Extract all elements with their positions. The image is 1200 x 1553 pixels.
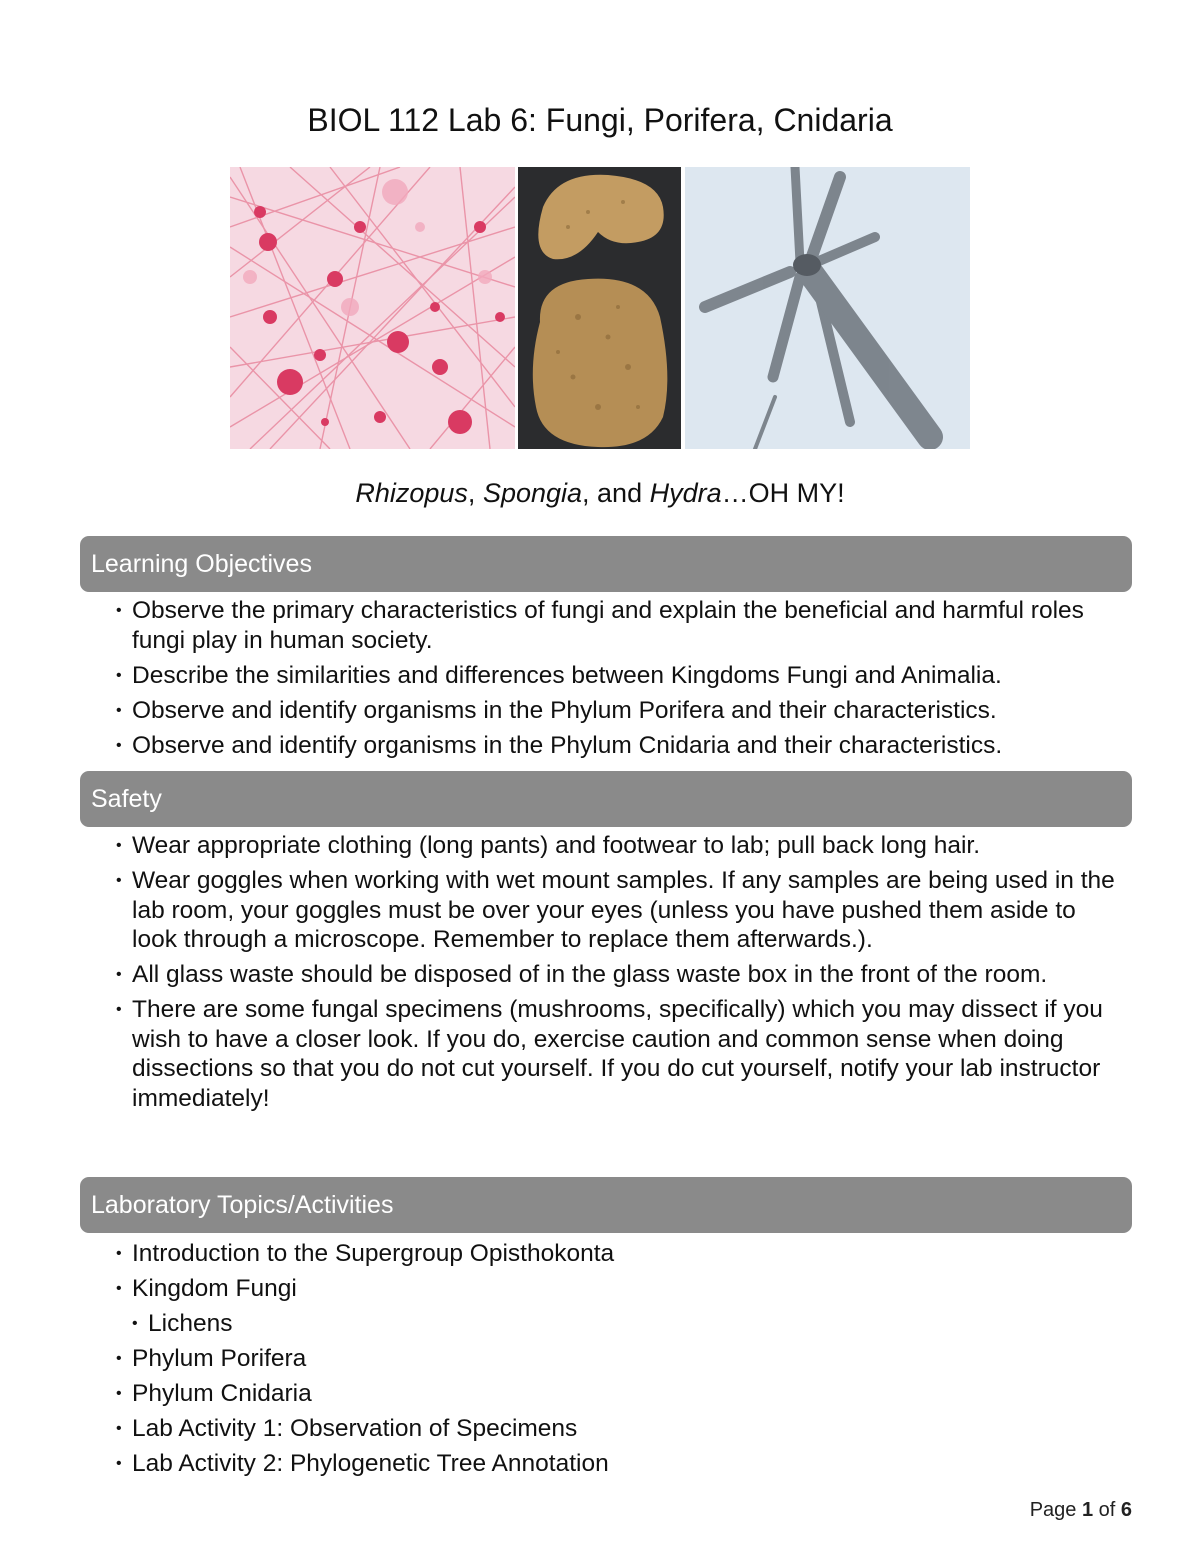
spongia-image xyxy=(518,167,681,449)
page-number xyxy=(1030,1499,1132,1522)
list-item: • Lab Activity 2: Phylogenetic Tree Annotation xyxy=(114,1449,1124,1479)
list-item: • Phylum Cnidaria xyxy=(114,1379,1124,1409)
list-item: • Observe the primary characteristics of fungi and explain the beneficial and harmful roles fungi play in human society. xyxy=(114,596,1124,655)
image-caption xyxy=(0,478,1200,509)
list-item: • Describe the similarities and differences between Kingdoms Fungi and Animalia. xyxy=(114,661,1124,691)
learning-objectives-heading: Learning Objectives xyxy=(80,536,1132,592)
safety-heading: Safety xyxy=(80,771,1132,827)
list-item: • Observe and identify organisms in the Phylum Porifera and their characteristics. xyxy=(114,696,1124,726)
caption-separator: , and xyxy=(582,478,650,508)
current-page: 1 xyxy=(1081,1499,1094,1521)
list-item: • All glass waste should be disposed of in the glass waste box in the front of the room. xyxy=(114,960,1124,990)
page-word: Page xyxy=(1029,1499,1082,1521)
laboratory-topics-list xyxy=(114,1239,1124,1484)
list-item: • Wear appropriate clothing (long pants) and footwear to lab; pull back long hair. xyxy=(114,831,1124,861)
caption-tail: …OH MY! xyxy=(721,478,845,508)
rhizopus-image xyxy=(230,167,515,449)
learning-objectives-list xyxy=(114,596,1124,766)
list-item: • Phylum Porifera xyxy=(114,1344,1124,1374)
laboratory-topics-heading: Laboratory Topics/Activities xyxy=(80,1177,1132,1233)
safety-list xyxy=(114,831,1124,1119)
list-item: • There are some fungal specimens (mushrooms, specifically) which you may dissect if you wish to have a closer look. If you do, exercise caution and common sense when doing dissections so that you do not cut yourself. If you do cut yourself, notify your lab instructor immediately! xyxy=(114,995,1124,1113)
caption-rhizopus: Rhizopus xyxy=(355,478,468,508)
total-pages: 6 xyxy=(1120,1499,1132,1521)
header-image-strip xyxy=(230,167,970,449)
caption-hydra: Hydra xyxy=(649,478,722,508)
of-word: of xyxy=(1093,1499,1121,1521)
caption-spongia: Spongia xyxy=(482,478,583,508)
list-item: • Observe and identify organisms in the Phylum Cnidaria and their characteristics. xyxy=(114,731,1124,761)
list-item: • Introduction to the Supergroup Opisthokonta xyxy=(114,1239,1124,1269)
list-item: • Wear goggles when working with wet mount samples. If any samples are being used in the lab room, your goggles must be over your eyes (unless you have pushed them aside to look through a microscope. Remember to replace them afterwards.). xyxy=(114,866,1124,955)
page-title: BIOL 112 Lab 6: Fungi, Porifera, Cnidaria xyxy=(307,102,893,138)
list-item: • Kingdom Fungi xyxy=(114,1274,1124,1304)
list-item-sub: • Lichens xyxy=(130,1309,1124,1339)
hydra-image xyxy=(685,167,970,449)
caption-separator: , xyxy=(467,478,483,508)
list-item: • Lab Activity 1: Observation of Specimens xyxy=(114,1414,1124,1444)
